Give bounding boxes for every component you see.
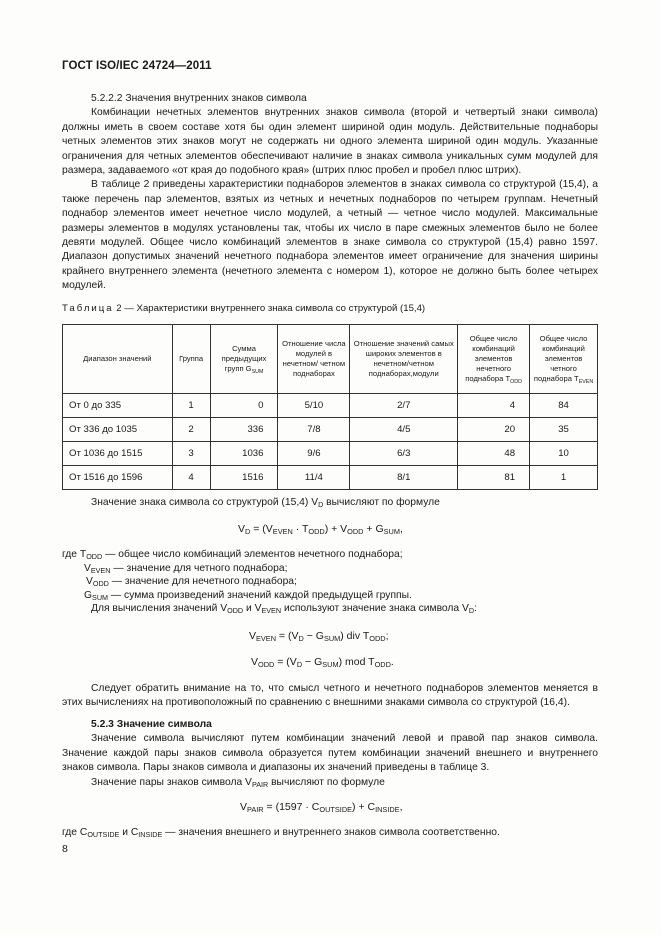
cell-range: От 0 до 335 <box>63 394 173 418</box>
vd-intro: Значение знака символа со структурой (15,4) $V_D$ вычисляют по формуле <box>91 497 440 509</box>
cell-teven: 10 <box>530 442 598 466</box>
header-teven: Общее число комбинаций элементов четного поднабора $T_{EVEN}$ <box>530 325 598 394</box>
cell-teven: 35 <box>530 418 598 442</box>
cell-group: 3 <box>172 442 210 466</box>
header-todd: Общее число комбинаций элементов нечетного поднабора $T_{ODD}$ <box>458 325 530 394</box>
cell-widest: 6/3 <box>350 442 458 466</box>
formula-legend <box>62 548 477 616</box>
final-line: где $C_{OUTSIDE}$ и $C_{INSIDE}$ — значения внешнего и внутреннего знаков символа соответственно. <box>62 827 500 839</box>
table-row <box>63 442 598 466</box>
formula-veven: $V_{EVEN} = (V_D - G_{SUM})$ div $T_{ODD}$; <box>249 630 389 643</box>
formula-vd: $V_D = (V_{EVEN} \cdot T_{ODD}) + V_{ODD} + G_{SUM}$, <box>238 523 403 536</box>
cell-range: От 336 до 1035 <box>63 418 173 442</box>
table-row <box>63 394 598 418</box>
cell-ratio: 9/6 <box>278 442 350 466</box>
cell-todd: 4 <box>458 394 530 418</box>
header-widest: Отношение значений самых широких элементов в нечетном/четном поднаборах,модули <box>350 325 458 394</box>
section-heading: 5.2.3 Значение символа <box>91 719 212 730</box>
cell-group: 1 <box>172 394 210 418</box>
cell-ratio: 11/4 <box>278 466 350 490</box>
note-paragraph: Следует обратить внимание на то, что смысл четного и нечетного поднаборов элементов меняется в этих вычислениях на противоположный по сравнению с внешними знаками символа со структурой (16,4). <box>62 683 598 709</box>
cell-ratio: 7/8 <box>278 418 350 442</box>
cell-gsum: 1036 <box>210 442 278 466</box>
paragraph: Значение символа вычисляют путем комбинации значений левой и правой пар знаков символа. Значение каждой пары знаков символа образуется путем комбинации значений внешнего и внутреннего знаков символа. Пары знаков символа и диапазоны их значений приведены в таблице 3. <box>62 733 598 774</box>
legend-line: $G_{SUM}$ — сумма произведений значений каждой предыдущей группы. <box>84 589 412 602</box>
cell-todd: 48 <box>458 442 530 466</box>
header-group: Группа <box>172 325 210 394</box>
cell-todd: 81 <box>458 466 530 490</box>
section-5-2-2-2 <box>62 92 598 294</box>
cell-range: От 1036 до 1515 <box>63 442 173 466</box>
cell-widest: 2/7 <box>350 394 458 418</box>
legend-line: $V_{ODD}$ — значение для нечетного поднабора; <box>86 576 297 588</box>
paragraph: Значение пары знаков символа $V_{PAIR}$ вычисляют по формуле <box>91 776 385 789</box>
table-row <box>63 418 598 442</box>
cell-gsum: 1516 <box>210 466 278 490</box>
table-row <box>63 466 598 490</box>
table-header-row <box>63 325 598 394</box>
subsection-heading: 5.2.2.2 Значения внутренних знаков символа <box>91 93 307 104</box>
formula-vpair: $V_{PAIR} = (1597 \cdot C_{OUTSIDE}) + C_{INSIDE}$, <box>240 801 403 814</box>
header-ratio: Отношение числа модулей в нечетном/ четном поднаборах <box>278 325 350 394</box>
cell-widest: 8/1 <box>350 466 458 490</box>
cell-gsum: 336 <box>210 418 278 442</box>
header-range: Диапазон значений <box>63 325 173 394</box>
cell-teven: 84 <box>530 394 598 418</box>
formula-vodd: $V_{ODD} = (V_D - G_{SUM})$ mod $T_{ODD}$. <box>251 656 394 669</box>
cell-ratio: 5/10 <box>278 394 350 418</box>
table-caption: Таблица 2 — Характеристики внутреннего знака символа со структурой (15,4) <box>62 303 426 314</box>
page-number: 8 <box>62 843 68 855</box>
paragraph: Комбинации нечетных элементов внутренних знаков символа (второй и четвертый знаки символа) должны иметь в своем составе хотя бы один элемент шириной один модуль. Действительные поднаборы четных элементов этих знаков могут не содержать ни одного элемента шириной один модуль. Указанные ограничения для четных элементов обеспечивают наличие в знаках символа уникальных сумм модулей для размера, задаваемого «от края до подобного края» (штрих плюс пробел и пробел плюс штрих). <box>62 107 598 177</box>
legend-line: Для вычисления значений $V_{ODD}$ и $V_{EVEN}$ используют значение знака символа $V_D$: <box>91 603 477 615</box>
header-gsum: Сумма предыдущих групп $G_{SUM}$ <box>210 325 278 394</box>
cell-teven: 1 <box>530 466 598 490</box>
cell-group: 4 <box>172 466 210 490</box>
table-2 <box>62 324 598 490</box>
cell-group: 2 <box>172 418 210 442</box>
cell-todd: 20 <box>458 418 530 442</box>
cell-range: От 1516 до 1596 <box>63 466 173 490</box>
standard-header: ГОСТ ISO/IEC 24724—2011 <box>62 60 212 72</box>
legend-line: где $T_{ODD}$ — общее число комбинаций элементов нечетного поднабора; <box>62 549 403 561</box>
cell-widest: 4/5 <box>350 418 458 442</box>
section-5-2-3 <box>62 718 598 790</box>
legend-line: $V_{EVEN}$ — значение для четного поднабора; <box>84 562 288 575</box>
cell-gsum: 0 <box>210 394 278 418</box>
paragraph: В таблице 2 приведены характеристики поднаборов элементов в знаках символа со структурой (15,4), а также перечень пар элементов, взятых из четных и нечетных поднаборов по четырем группам. Нечетный поднабор элементов имеет нечетное число модулей, а четный — четное число модулей. Максимальные размеры элементов в модулях установлены так, чтобы их число в паре смежных элементов было не более девяти модулей. Общее число комбинаций элементов в знаке символа со структурой (15,4) равно 1597. Диапазон допустимых значений нечетного поднабора элементов имеет ограничение для значения ширины крайнего внутреннего элемента (нечетного элемента с номером 1), которое не должно быть более четырех модулей. <box>62 179 598 292</box>
